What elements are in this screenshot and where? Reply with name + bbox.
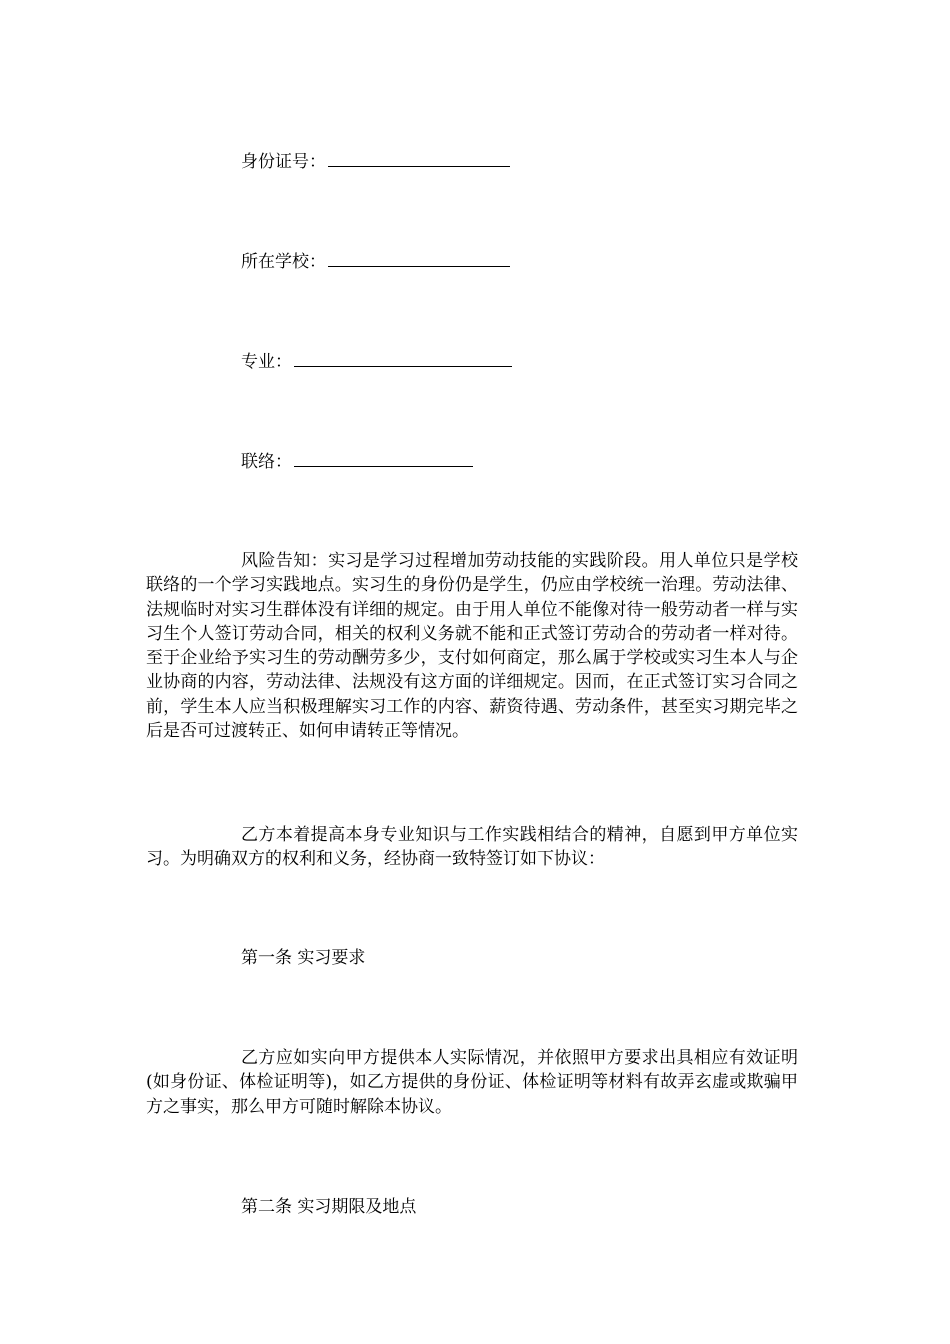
school-field: [241, 251, 510, 273]
contact-label: 联络：: [241, 452, 292, 472]
contact-blank-line[interactable]: [294, 465, 473, 467]
major-blank-line[interactable]: [294, 365, 512, 367]
article-2-heading: 第二条 实习期限及地点: [241, 1197, 417, 1217]
major-label: 专业：: [241, 352, 292, 372]
school-blank-line[interactable]: [328, 265, 510, 267]
id-number-label: 身份证号：: [241, 152, 326, 172]
school-label: 所在学校：: [241, 252, 326, 272]
major-field: [241, 351, 512, 373]
id-number-blank-line[interactable]: [328, 165, 510, 167]
article-1-heading: 第一条 实习要求: [241, 948, 366, 968]
contact-field: [241, 451, 473, 473]
intro-paragraph: 乙方本着提高本身专业知识与工作实践相结合的精神，自愿到甲方单位实习。为明确双方的权利和义务，经协商一致特签订如下协议：: [146, 825, 798, 870]
id-number-field: [241, 151, 510, 173]
risk-notice-paragraph: 风险告知：实习是学习过程增加劳动技能的实践阶段。用人单位只是学校联络的一个学习实践地点。实习生的身份仍是学生，仍应由学校统一治理。劳动法律、法规临时对实习生群体没有详细的规定。由于用人单位不能像对待一般劳动者一样与实习生个人签订劳动合同，相关的权利义务就不能和正式签订劳动合的劳动者一样对待。至于企业给予实习生的劳动酬劳多少，支付如何商定，那么属于学校或实习生本人与企业协商的内容，劳动法律、法规没有这方面的详细规定。因而，在正式签订实习合同之前，学生本人应当积极理解实习工作的内容、薪资待遇、劳动条件，甚至实习期完毕之后是否可过渡转正、如何申请转正等情况。: [146, 551, 798, 742]
article-1-body: 乙方应如实向甲方提供本人实际情况，并依照甲方要求出具相应有效证明(如身份证、体检证明等)，如乙方提供的身份证、体检证明等材料有故弄玄虚或欺骗甲方之事实，那么甲方可随时解除本协议。: [146, 1048, 798, 1117]
